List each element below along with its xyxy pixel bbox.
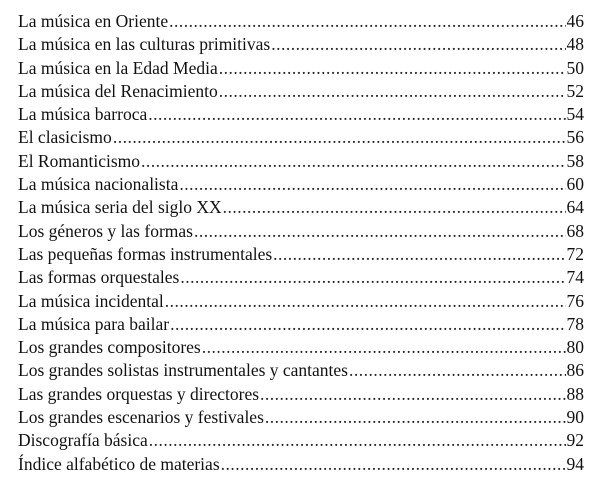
dot-leader	[271, 33, 565, 56]
dot-leader	[260, 383, 565, 406]
toc-entry-title: El clasicismo	[18, 127, 112, 148]
toc-entry-page: 48	[566, 34, 584, 55]
toc-entry	[18, 290, 584, 313]
toc-entry-page: 58	[566, 150, 584, 171]
toc-entry-title: La música seria del siglo XX	[18, 197, 222, 218]
toc-entry-title: Índice alfabético de materias	[18, 453, 220, 474]
toc-entry-page: 78	[566, 313, 584, 334]
toc-entry	[18, 406, 584, 429]
toc-entry-title: La música nacionalista	[18, 174, 179, 195]
toc-entry-page: 50	[566, 57, 584, 78]
toc-entry-title: El Romanticismo	[18, 150, 141, 171]
dot-leader	[141, 150, 565, 173]
toc-entry	[18, 57, 584, 80]
toc-entry-title: Las grandes orquestas y directores	[18, 383, 260, 404]
toc-entry-title: Los grandes solistas instrumentales y cantantes	[18, 360, 348, 381]
toc-entry-title: La música en la Edad Media	[18, 57, 218, 78]
toc-entry-page: 76	[566, 290, 584, 311]
toc-entry-title: Las formas orquestales	[18, 267, 180, 288]
toc-entry-page: 52	[566, 80, 584, 101]
toc-entry	[18, 80, 584, 103]
toc-entry-title: La música en las culturas primitivas	[18, 34, 271, 55]
toc-entry	[18, 429, 584, 452]
dot-leader	[202, 336, 566, 359]
toc-entry-title: Los grandes escenarios y festivales	[18, 407, 264, 428]
dot-leader	[349, 359, 566, 382]
toc-entry	[18, 359, 584, 382]
toc-entry	[18, 33, 584, 56]
toc-entry-page: 46	[566, 11, 584, 31]
toc-entry	[18, 103, 584, 126]
dot-leader	[170, 313, 565, 336]
dot-leader	[169, 10, 565, 33]
toc-entry-title: La música barroca	[18, 104, 148, 125]
dot-leader	[223, 196, 566, 219]
dot-leader	[148, 103, 565, 126]
toc-entry-page: 64	[566, 197, 584, 218]
dot-leader	[179, 173, 565, 196]
dot-leader	[221, 453, 566, 476]
toc-entry-page: 88	[566, 383, 584, 404]
toc-entry-page: 72	[566, 243, 584, 264]
toc-entry	[18, 150, 584, 173]
toc-entry	[18, 196, 584, 219]
dot-leader	[219, 80, 566, 103]
dot-leader	[165, 290, 566, 313]
toc-entry-page: 74	[566, 267, 584, 288]
dot-leader	[194, 220, 566, 243]
toc-entry-title: La música para bailar	[18, 313, 170, 334]
dot-leader	[180, 266, 565, 289]
toc-entry	[18, 243, 584, 266]
toc-entry-page: 94	[566, 453, 584, 474]
toc-entry-page: 54	[566, 104, 584, 125]
toc-entry-title: Los géneros y las formas	[18, 220, 193, 241]
toc-entry-page: 90	[566, 407, 584, 428]
dot-leader	[273, 243, 565, 266]
dot-leader	[265, 406, 566, 429]
toc-entry-title: Discografía básica	[18, 430, 148, 451]
toc-entry	[18, 453, 584, 476]
toc-entry-title: La música en Oriente	[18, 11, 169, 31]
toc-entry	[18, 173, 584, 196]
toc-entry-title: Las pequeñas formas instrumentales	[18, 243, 273, 264]
toc-entry	[18, 336, 584, 359]
toc-entry-page: 80	[566, 337, 584, 358]
toc-entry-title: Los grandes compositores	[18, 337, 201, 358]
dot-leader	[149, 429, 566, 452]
toc-entry-page: 60	[566, 174, 584, 195]
toc-entry	[18, 383, 584, 406]
toc-entry-title: La música del Renacimiento	[18, 80, 218, 101]
dot-leader	[113, 126, 566, 149]
toc-entry-page: 56	[566, 127, 584, 148]
toc-entry	[18, 10, 584, 33]
table-of-contents	[18, 10, 584, 476]
toc-entry	[18, 220, 584, 243]
toc-entry-page: 92	[566, 430, 584, 451]
toc-entry-page: 68	[566, 220, 584, 241]
toc-entry	[18, 266, 584, 289]
toc-entry	[18, 126, 584, 149]
dot-leader	[219, 57, 566, 80]
toc-entry-title: La música incidental	[18, 290, 164, 311]
toc-entry-page: 86	[566, 360, 584, 381]
toc-entry	[18, 313, 584, 336]
